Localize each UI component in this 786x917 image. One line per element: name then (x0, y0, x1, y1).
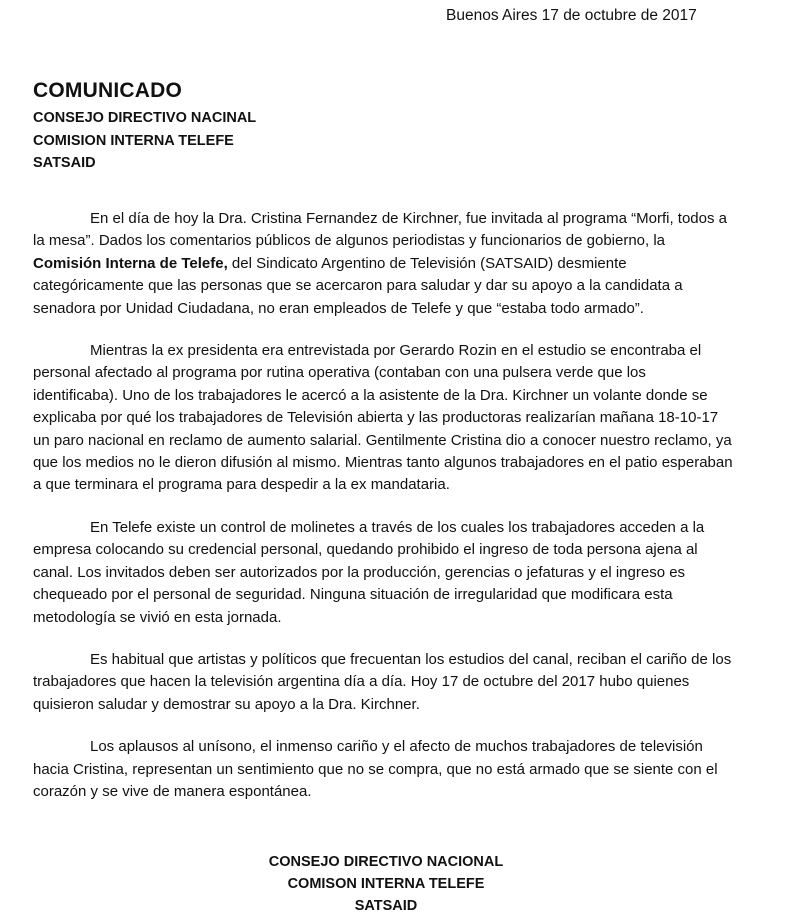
paragraph-1-text-a: En el día de hoy la Dra. Cristina Fernandez de Kirchner, fue invitada al programa “Morfi, todos a la mesa”. Dados los comentarios públicos de algunos periodistas y funcionarios de gobierno, la (33, 210, 727, 250)
paragraph-1 (33, 208, 733, 320)
document-date: Buenos Aires 17 de octubre de 2017 (446, 7, 697, 24)
paragraph-2: Mientras la ex presidenta era entrevistada por Gerardo Rozin en el estudio se encontraba el personal afectado al programa por rutina operativa (contaban con una pulsera verde que los identificaba). Uno de los trabajadores le acercó a la asistente de la Dra. Kirchner un volante donde se explicaba por qué los trabajadores de Televisión abierta y las productoras realizarían mañana 18-10-17 un paro nacional en reclamo de aumento salarial. Gentilmente Cristina dio a conocer nuestro reclamo, ya que los medios no le dieron difusión al mismo. Mientras tanto algunos trabajadores en el patio esperaban a que terminara el programa para despedir a la ex mandataria. (33, 342, 733, 494)
paragraph-1-bold-text: Comisión Interna de Telefe, (33, 254, 228, 272)
document-title: COMUNICADO (33, 79, 182, 102)
header-line-council: CONSEJO DIRECTIVO NACINAL (33, 110, 257, 126)
paragraph-4: Es habitual que artistas y políticos que frecuentan los estudios del canal, reciban el cariño de los trabajadores que hacen la televisión argentina día a día. Hoy 17 de octubre del 2017 hubo quienes quisieron saludar y demostrar su apoyo a la Dra. Kirchner. (33, 650, 732, 713)
signature-block (0, 851, 786, 917)
signature-line-council: CONSEJO DIRECTIVO NACIONAL (268, 854, 504, 870)
signature-line-union: SATSAID (354, 898, 418, 914)
signature-line-commission: COMISON INTERNA TELEFE (287, 876, 485, 892)
paragraph-1-text-b: del Sindicato Argentino de Televisión (SATSAID) desmiente categóricamente que las personas que se acercaron para saludar y dar su apoyo a la candidata a senadora por Unidad Ciudadana, no eran empleados de Telefe y que “estaba todo armado”. (33, 254, 683, 317)
document-header (33, 78, 256, 175)
paragraph-5: Los aplausos al unísono, el inmenso cariño y el afecto de muchos trabajadores de televisión hacia Cristina, representan un sentimiento que no se compra, que no está armado que se siente con el corazón y se vive de manera espontánea. (33, 738, 718, 800)
document-body (33, 208, 733, 823)
header-line-commission: COMISION INTERNA TELEFE (33, 132, 234, 149)
paragraph-3: En Telefe existe un control de molinetes a través de los cuales los trabajadores acceden a la empresa colocando su credencial personal, quedando prohibido el ingreso de toda persona ajena al canal. Los invitados deben ser autorizados por la producción, gerencias o jefaturas y el ingreso es chequeado por el personal de seguridad. Ninguna situación de irregularidad que modificara esta metodología se vivió en esta jornada. (33, 518, 705, 626)
header-line-union: SATSAID (33, 155, 96, 171)
